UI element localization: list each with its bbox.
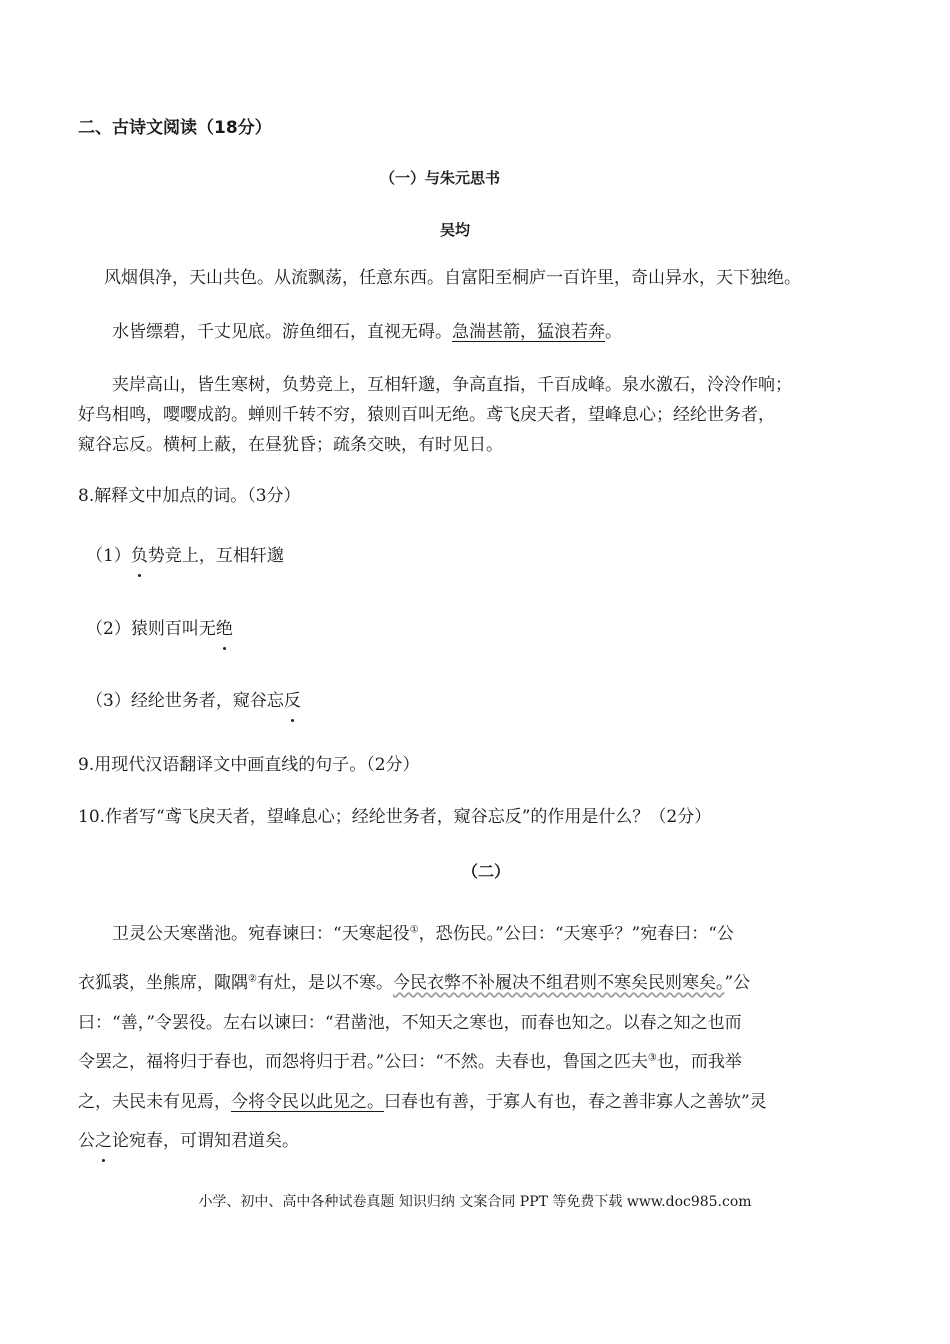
- text: ”公: [724, 973, 751, 993]
- text: 论宛春，可谓知君道矣。: [112, 1131, 299, 1151]
- text: 令罢之，福将归于春也，而怨将归于君。”公曰：“不然。夫春也，鲁国之匹夫: [78, 1052, 648, 1072]
- item-2-prefix: （2）猿则百叫无: [86, 619, 216, 639]
- passage-one-para1: 风烟俱净，天山共色。从流飘荡，任意东西。自富阳至桐庐一百许里，奇山异水，天下独绝。: [104, 268, 801, 288]
- passage-one-para2: [112, 317, 622, 347]
- section-title: 二、古诗文阅读（18分）: [78, 118, 272, 138]
- passage-one-para3-line2: 好鸟相鸣，嘤嘤成韵。蝉则千转不穷，猿则百叫无绝。鸢飞戾天者，望峰息心；经纶世务者，: [78, 405, 775, 425]
- dotted-word: 反: [284, 686, 301, 716]
- question-9: 9.用现代汉语翻译文中画直线的句子。（2分）: [78, 755, 420, 775]
- text: ，恐伤民。”公曰：“天寒乎？”宛春曰：“公: [418, 924, 734, 944]
- passage-two-line6: [78, 1126, 299, 1156]
- passage-one-para3-line1: 夹岸高山，皆生寒树，负势竞上，互相轩邈，争高直指，千百成峰。泉水激石，泠泠作响；: [112, 375, 792, 395]
- para2-underlined-sentence: 急湍甚箭，猛浪若奔: [452, 322, 605, 342]
- passage-two-line4: [78, 1047, 742, 1077]
- footnote-1: ①: [409, 924, 419, 936]
- question-8: 8.解释文中加点的词。（3分）: [78, 486, 301, 506]
- passage-two-title: （二）: [462, 862, 511, 881]
- text: 曰春也有善，于寡人有也，春之善非寡人之善欤”灵: [384, 1092, 767, 1112]
- footnote-3: ③: [647, 1052, 657, 1064]
- para2-end: 。: [605, 322, 622, 342]
- wavy-underlined-sentence: 今民衣弊不补履决不组君则不寒矣民则寒矣。: [392, 973, 725, 993]
- question-8-item-3: [86, 686, 301, 716]
- para2-plain: 水皆缥碧，千丈见底。游鱼细石，直视无碍。: [112, 322, 452, 342]
- item-3-prefix: （3）经纶世务者，窥谷忘: [86, 691, 284, 711]
- page-footer: 小学、初中、高中各种试卷真题 知识归纳 文案合同 PPT 等免费下载 www.doc985.com: [198, 1194, 752, 1210]
- text: 公: [78, 1131, 95, 1151]
- question-8-item-1: [86, 541, 284, 571]
- dotted-word: 绝: [216, 614, 233, 644]
- text: 卫灵公天寒凿池。宛春谏曰：“天寒起役: [112, 924, 410, 944]
- item-1-prefix: （1）: [86, 546, 131, 566]
- dotted-word: 之: [95, 1126, 112, 1156]
- text: 衣狐裘，坐熊席，陬隅: [78, 973, 248, 993]
- footnote-2: ②: [248, 973, 257, 985]
- passage-one-para3-line3: 窥谷忘反。横柯上蔽，在昼犹昏；疏条交映，有时见日。: [78, 435, 503, 455]
- text: 有灶，是以不寒。: [256, 973, 393, 993]
- passage-one-author: 吴均: [440, 221, 471, 239]
- passage-two-line2: [78, 968, 750, 998]
- underlined-sentence: 今将令民以此见之。: [231, 1092, 384, 1112]
- question-8-item-2: [86, 614, 233, 644]
- passage-two-line3: 曰：“善，”令罢役。左右以谏曰：“君凿池，不知天之寒也，而春也知之。以春之知之也而: [78, 1013, 742, 1033]
- question-10: 10.作者写“鸢飞戾天者，望峰息心；经纶世务者，窥谷忘反”的作用是什么？（2分）: [78, 807, 712, 827]
- dotted-word: 负: [131, 541, 148, 571]
- text: 之，夫民未有见焉，: [78, 1092, 231, 1112]
- passage-one-title: （一）与朱元思书: [380, 169, 501, 187]
- passage-two-line1: [112, 919, 734, 949]
- passage-two-line5: [78, 1087, 767, 1117]
- item-1-rest: 势竞上，互相轩邈: [147, 546, 284, 566]
- text: 也，而我举: [656, 1052, 742, 1072]
